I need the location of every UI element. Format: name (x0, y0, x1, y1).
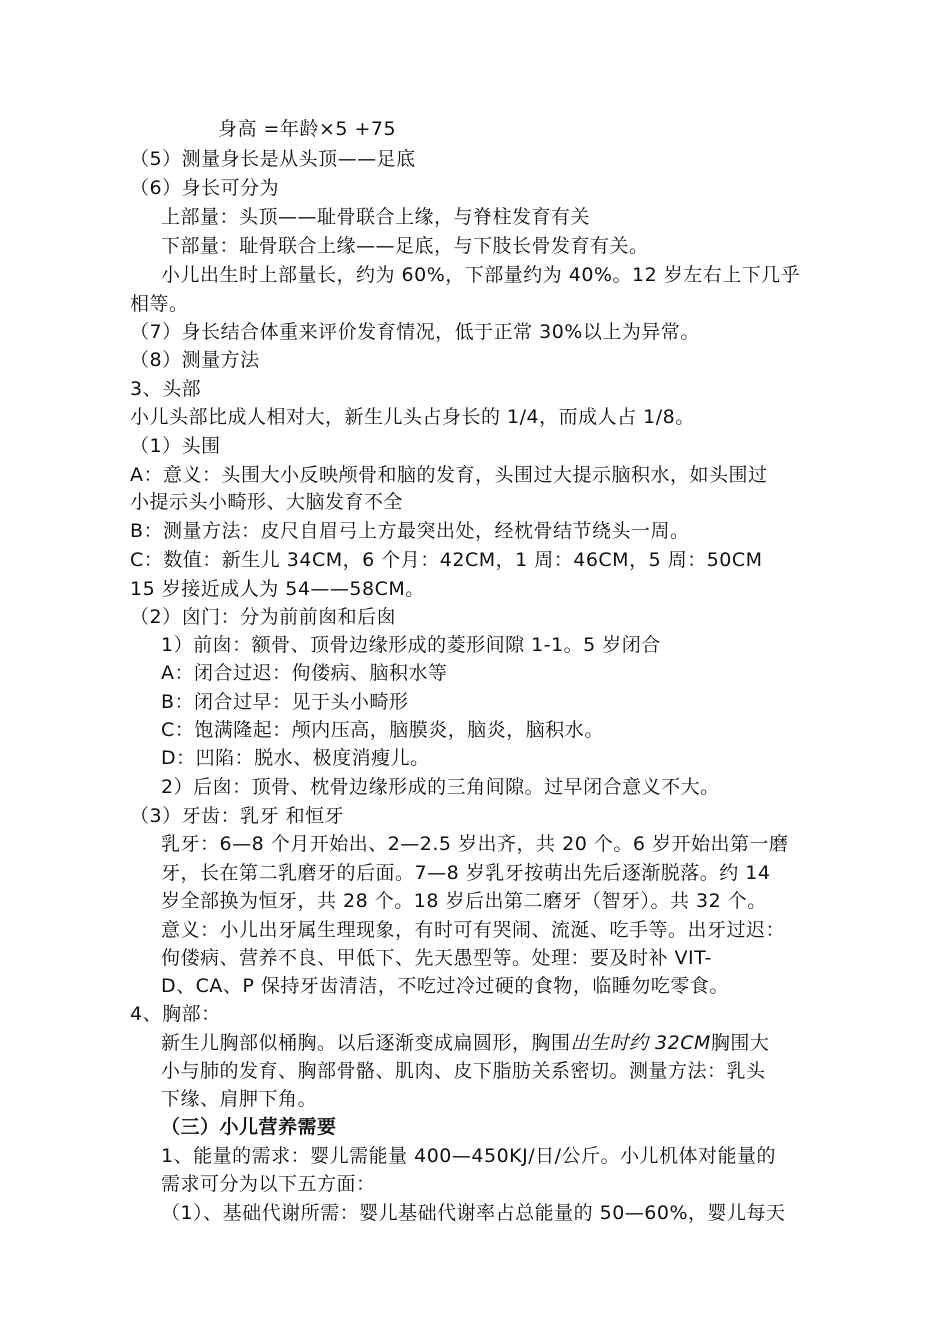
text-line: 佝偻病、营养不良、甲低下、先天愚型等。处理：要及时补 VIT- (161, 947, 712, 969)
text-line: （2）囟门：分为前前囱和后囱 (130, 606, 397, 628)
text-line: 小与肺的发育、胸部骨骼、肌肉、皮下脂肪关系密切。测量方法：乳头 (161, 1060, 766, 1082)
section-heading: 4、胸部： (130, 1003, 221, 1025)
text-line: 1）前囱：额骨、顶骨边缘形成的菱形间隙 1-1。5 岁闭合 (161, 634, 661, 656)
text-line: 15 岁接近成人为 54——58CM。 (130, 578, 425, 600)
text-line: 2）后囱：顶骨、枕骨边缘形成的三角间隙。过早闭合意义不大。 (161, 776, 720, 798)
text-line: B：闭合过早：见于头小畸形 (161, 691, 409, 713)
text-line: A：闭合过迟：佝偻病、脑积水等 (161, 662, 448, 684)
text-line: D、CA、P 保持牙齿清洁，不吃过冷过硬的食物，临睡勿吃零食。 (161, 975, 729, 997)
text-line: 下部量：耻骨联合上缘——足底，与下肢长骨发育有关。 (161, 235, 649, 257)
text-line: C：数值：新生儿 34CM，6 个月：42CM，1 周：46CM，5 周：50CM (130, 549, 763, 571)
text-line: 1、能量的需求：婴儿需能量 400—450KJ/日/公斤。小儿机体对能量的 (161, 1145, 777, 1167)
text-line: D：凹陷：脱水、极度消瘦儿。 (161, 747, 430, 769)
text-line: （1）头围 (130, 435, 221, 457)
text-line: （3）牙齿：乳牙 和恒牙 (130, 805, 345, 827)
text-line: 身高 =年龄×5 +75 (218, 118, 397, 140)
text-line: 相等。 (130, 293, 189, 315)
text-line: 牙，长在第二乳磨牙的后面。7—8 岁乳牙按萌出先后逐渐脱落。约 14 (161, 862, 771, 884)
text-line: 需求可分为以下五方面： (161, 1173, 376, 1195)
text-line: 意义：小儿出牙属生理现象，有时可有哭闹、流涎、吃手等。出牙过迟： (161, 919, 786, 941)
text-line: 小提示头小畸形、大脑发育不全 (130, 491, 404, 513)
text-line: （1）、基础代谢所需：婴儿基础代谢率占总能量的 50—60%，婴儿每天 (161, 1202, 786, 1224)
text-line: （8）测量方法 (130, 349, 260, 371)
text-line: 上部量：头顶——耻骨联合上缘，与脊柱发育有关 (161, 206, 591, 228)
section-heading: 3、头部 (130, 378, 202, 400)
text-line: 乳牙：6—8 个月开始出、2—2.5 岁出齐，共 20 个。6 岁开始出第一磨 (161, 833, 789, 855)
text-line: A：意义：头围大小反映颅骨和脑的发育，头围过大提示脑积水，如头围过 (130, 464, 768, 486)
text-line (161, 1031, 769, 1055)
text-line: 小儿出生时上部量长，约为 60%，下部量约为 40%。12 岁左右上下几乎 (161, 264, 801, 286)
text-line: B：测量方法：皮尺自眉弓上方最突出处，经枕骨结节绕头一周。 (130, 520, 690, 542)
text-line: 下缘、肩胛下角。 (161, 1088, 318, 1110)
text-line: （5）测量身长是从头顶——足底 (130, 148, 416, 170)
text-segment: 胸围大 (710, 1032, 770, 1054)
text-segment: 新生儿胸部似桶胸。以后逐渐变成扁圆形，胸围 (161, 1032, 571, 1054)
italic-text-segment: 出生时约 32CM (570, 1032, 711, 1054)
text-line: （6）身长可分为 (130, 177, 280, 199)
subsection-heading: （三）小儿营养需要 (161, 1116, 337, 1138)
text-line: 岁全部换为恒牙，共 28 个。18 岁后出第二磨牙（智牙）。共 32 个。 (161, 890, 767, 912)
text-line: 小儿头部比成人相对大，新生儿头占身长的 1/4，而成人占 1/8。 (130, 406, 695, 428)
text-line: （7）身长结合体重来评价发育情况，低于正常 30%以上为异常。 (130, 321, 700, 343)
text-line: C：饱满隆起：颅内压高，脑膜炎，脑炎，脑积水。 (161, 719, 604, 741)
